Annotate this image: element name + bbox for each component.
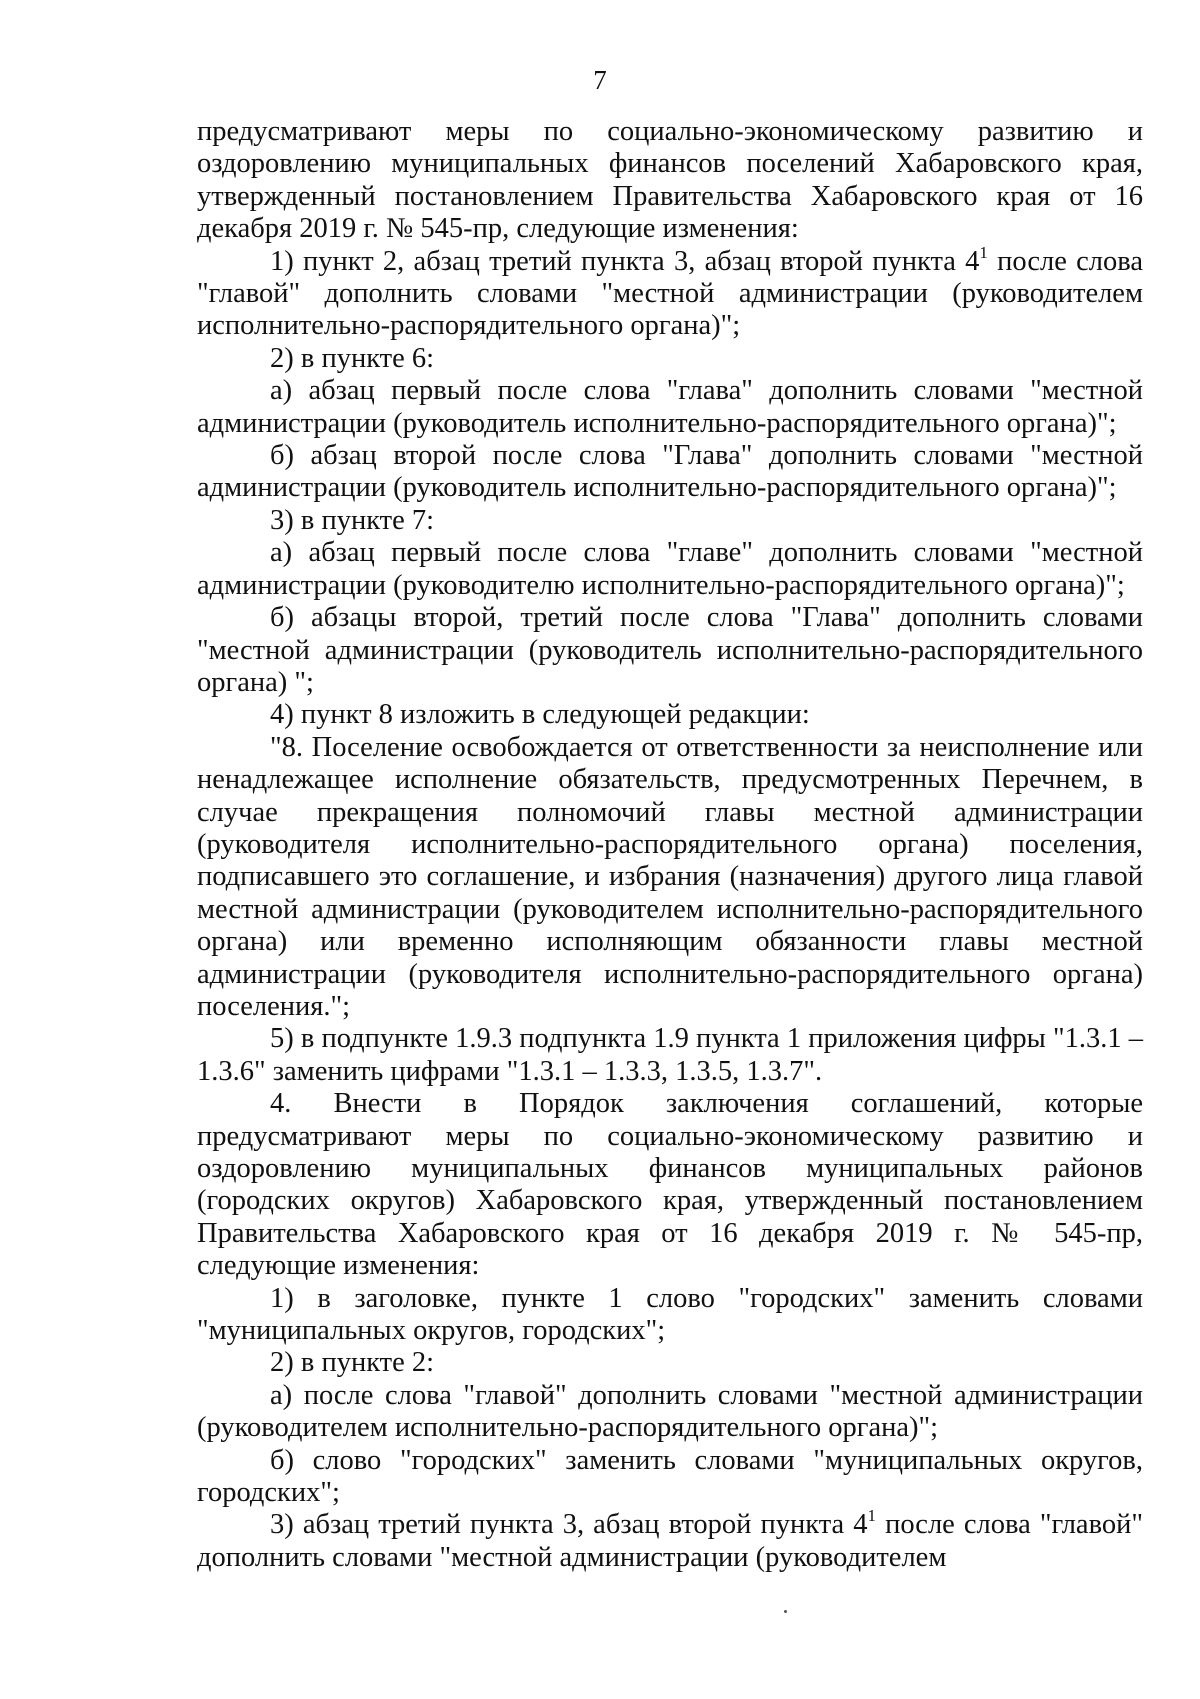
- paragraph: 2) в пункте 6:: [270, 342, 435, 374]
- superscript: 1: [979, 242, 988, 262]
- quoted-paragraph: "8. Поселение освобождается от ответственности за неисполнение или ненадлежащее исполнение обязательств, предусмотренных Перечнем, в случае прекращения полномочий главы местной администрации (руководителя исполнительно-распорядительного органа) поселения, подписавшего это соглашение, и избрания (назначения) другого лица главой местной администрации (руководителем исполнительно-распорядительного органа) или временно исполняющим обязанности главы местной администрации (руководителя исполнительно-распорядительного органа) поселения.";: [197, 731, 1143, 1022]
- paragraph: 3) в пункте 7:: [270, 504, 435, 536]
- paragraph: б) слово "городских" заменить словами "муниципальных округов, городских";: [197, 1444, 1143, 1509]
- paragraph: 2) в пункте 2:: [270, 1347, 435, 1379]
- document-body: [197, 116, 1143, 1574]
- paragraph: [197, 1506, 1143, 1574]
- paragraph: 5) в подпункте 1.9.3 подпункта 1.9 пункта 1 приложения цифры "1.3.1 – 1.3.6" заменить цифрами "1.3.1 – 1.3.3, 1.3.5, 1.3.7".: [197, 1023, 1143, 1087]
- page-number: 7: [593, 65, 607, 95]
- paragraph: б) абзац второй после слова "Глава" дополнить словами "местной администрации (руководитель исполнительно-распорядительного органа)";: [197, 440, 1143, 504]
- paragraph-text: после слова "главой" дополнить словами "местной администрации (руководителем исполнительно-распорядительного органа)";: [197, 245, 1143, 342]
- paragraph: а) абзац первый после слова "глава" дополнить словами "местной администрации (руководитель исполнительно-распорядительного органа)";: [197, 375, 1143, 439]
- paragraph: [197, 242, 1143, 343]
- paragraph: предусматривают меры по социально-экономическому развитию и оздоровлению муниципальных финансов поселений Хабаровского края, утвержденный постановлением Правительства Хабаровского края от 16 декабря 2019 г. № 545-пр, следующие изменения:: [197, 116, 1143, 245]
- paragraph: 1) в заголовке, пункте 1 слово "городских" заменить словами "муниципальных округов, городских";: [197, 1282, 1143, 1347]
- scan-speck: [784, 1610, 787, 1613]
- superscript: 1: [867, 1506, 876, 1526]
- paragraph: а) абзац первый после слова "главе" дополнить словами "местной администрации (руководителю исполнительно-распорядительного органа)";: [197, 537, 1143, 601]
- paragraph: 4) пункт 8 изложить в следующей редакции:: [270, 699, 810, 731]
- paragraph-text: после слова "главой" дополнить словами "местной администрации (руководителем: [197, 1509, 1143, 1573]
- paragraph: 4. Внести в Порядок заключения соглашений, которые предусматривают меры по социально-экономическому развитию и оздоровлению муниципальных финансов муниципальных районов (городских округов) Хабаровского края, утвержденный постановлением Правительства Хабаровского края от 16 декабря 2019 г. № 545-пр, следующие изменения:: [197, 1088, 1143, 1282]
- paragraph-text: 1) пункт 2, абзац третий пункта 3, абзац второй пункта 4: [270, 245, 980, 277]
- paragraph: б) абзацы второй, третий после слова "Глава" дополнить словами "местной администрации (руководитель исполнительно-распорядительного органа) ";: [197, 602, 1143, 698]
- paragraph: а) после слова "главой" дополнить словами "местной администрации (руководителем исполнительно-распорядительного органа)";: [197, 1379, 1143, 1444]
- paragraph-text: 3) абзац третий пункта 3, абзац второй пункта 4: [270, 1509, 868, 1541]
